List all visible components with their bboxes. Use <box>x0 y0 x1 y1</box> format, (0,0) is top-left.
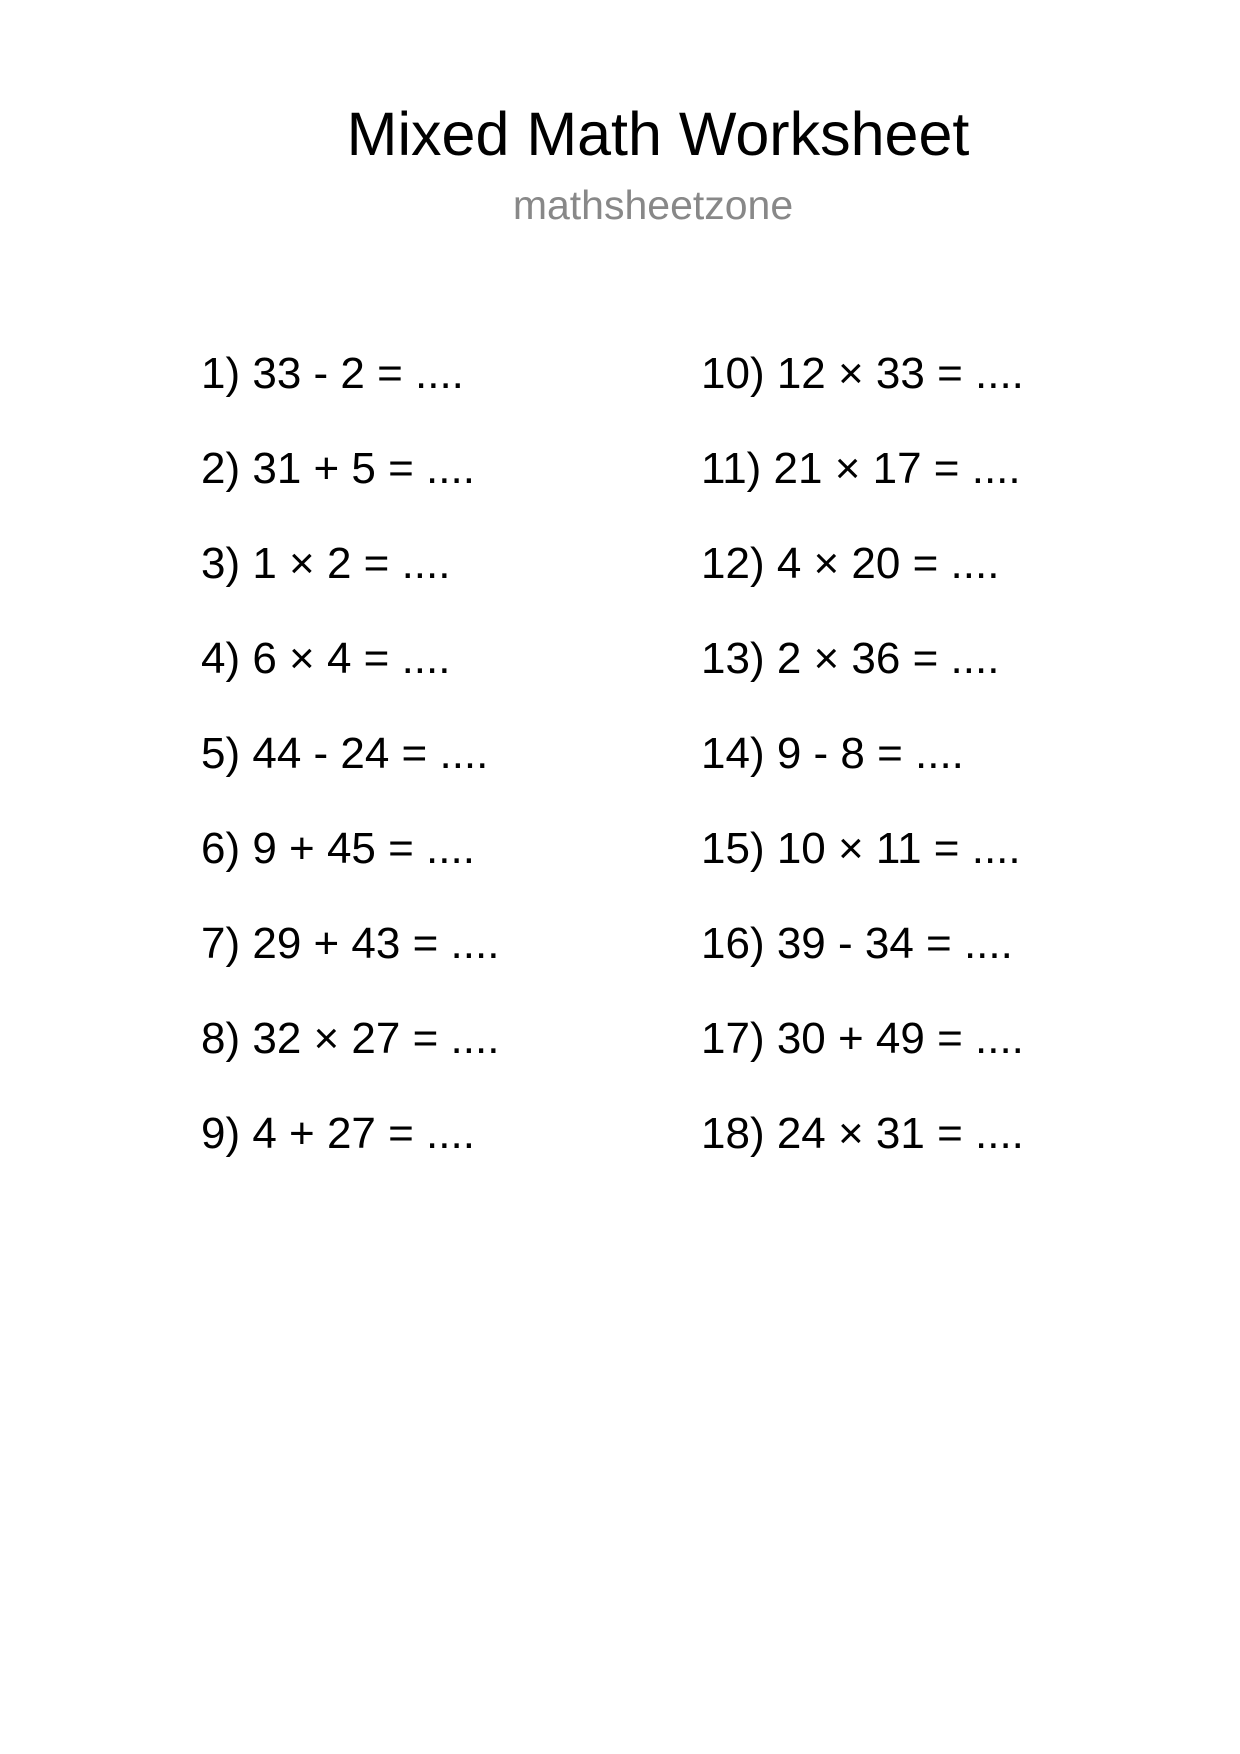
problem-item: 11) 21 × 17 = .... <box>701 444 1021 493</box>
problem-item: 6) 9 + 45 = .... <box>201 824 475 873</box>
problems-left-column <box>201 346 499 1201</box>
problem-item: 18) 24 × 31 = .... <box>701 1109 1024 1158</box>
problems-right-column <box>701 346 1024 1201</box>
problem-item: 15) 10 × 11 = .... <box>701 824 1021 873</box>
problem-item: 3) 1 × 2 = .... <box>201 539 451 588</box>
problem-item: 12) 4 × 20 = .... <box>701 539 1000 588</box>
worksheet-subtitle: mathsheetzone <box>512 182 794 228</box>
problem-item: 17) 30 + 49 = .... <box>701 1014 1024 1063</box>
problem-item: 14) 9 - 8 = .... <box>701 729 964 778</box>
problem-item: 4) 6 × 4 = .... <box>201 634 451 683</box>
problem-item: 16) 39 - 34 = .... <box>701 919 1013 968</box>
problem-item: 2) 31 + 5 = .... <box>201 444 475 493</box>
problem-item: 5) 44 - 24 = .... <box>201 729 489 778</box>
problem-item: 9) 4 + 27 = .... <box>201 1109 475 1158</box>
problem-item: 13) 2 × 36 = .... <box>701 634 1000 683</box>
problem-item: 7) 29 + 43 = .... <box>201 919 500 968</box>
problem-item: 10) 12 × 33 = .... <box>701 349 1024 398</box>
worksheet-title: Mixed Math Worksheet <box>346 100 970 168</box>
problem-item: 8) 32 × 27 = .... <box>201 1014 500 1063</box>
problem-item: 1) 33 - 2 = .... <box>201 349 464 398</box>
